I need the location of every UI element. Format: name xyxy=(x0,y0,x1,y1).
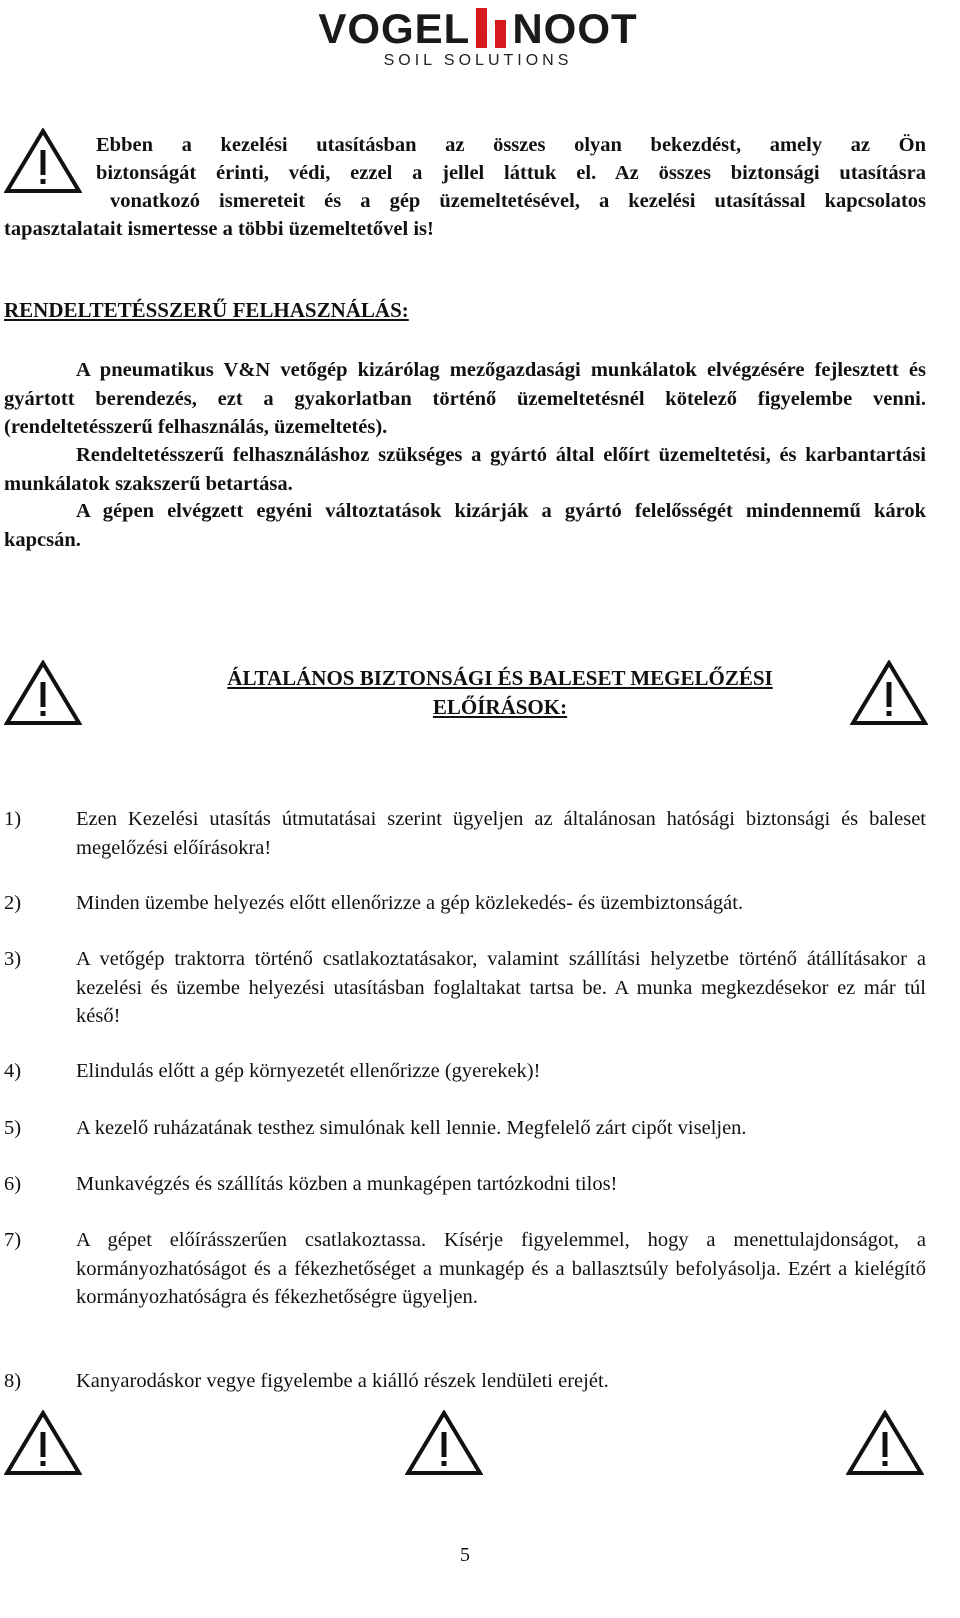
list-item-number: 2) xyxy=(4,892,22,914)
safety-heading-line-1: ÁLTALÁNOS BIZTONSÁGI ÉS BALESET MEGELŐZÉSI xyxy=(227,666,773,690)
intro-line-4: tapasztalatait ismertesse a többi üzemeltetővel is! xyxy=(4,218,434,240)
list-item xyxy=(4,1114,926,1143)
list-item-number: 4) xyxy=(4,1060,22,1082)
warning-triangle-icon xyxy=(846,1410,924,1476)
list-item-number: 8) xyxy=(4,1370,22,1392)
list-item-number: 7) xyxy=(4,1229,22,1251)
list-item-text: Ezen Kezelési utasítás útmutatásai szerint ügyeljen az általánosan hatósági biztonsági és baleset megelőzési előírásokra! xyxy=(76,808,926,859)
logo-tagline: SOIL SOLUTIONS xyxy=(383,52,573,69)
list-item-text: Munkavégzés és szállítás közben a munkagépen tartózkodni tilos! xyxy=(76,1173,618,1195)
safety-heading-line-2: ELŐÍRÁSOK: xyxy=(432,695,568,719)
list-item xyxy=(4,889,926,918)
logo-word-right: NOOT xyxy=(512,5,638,52)
intended-use-heading: RENDELTETÉSSZERŰ FELHASZNÁLÁS: xyxy=(4,298,409,322)
list-item-text: Minden üzembe helyezés előtt ellenőrizze a gép közlekedés- és üzembiztonságát. xyxy=(76,892,744,914)
brand-logo xyxy=(0,0,960,80)
list-item xyxy=(4,945,926,1031)
warning-triangle-icon xyxy=(4,1410,82,1476)
warning-triangle-icon xyxy=(850,660,928,726)
intended-use-paragraph-3: A gépen elvégzett egyéni változtatások kizárják a gyártó felelősségét mindennemű károk kapcsán. xyxy=(4,500,926,551)
list-item-number: 5) xyxy=(4,1117,22,1139)
warning-triangle-icon xyxy=(4,660,82,726)
intro-line-1: Ebben a kezelési utasításban az összes olyan bekezdést, amely az Ön xyxy=(96,134,926,156)
list-item-text: Kanyarodáskor vegye figyelembe a kiálló részek lendületi erejét. xyxy=(76,1370,609,1392)
list-item xyxy=(4,1057,926,1086)
list-item-text: A gépet előírásszerűen csatlakoztassa. Kísérje figyelemmel, hogy a menettulajdonságot, a kormányozhatóságot és a fékezhetőséget a munkagép és a ballasztsúly befolyásolja. Ezért a kielégítő kormányozhatóságra és fékezhetőségre ügyeljen. xyxy=(76,1229,926,1308)
list-item-text: A kezelő ruházatának testhez simulónak kell lennie. Megfelelő zárt cipőt viseljen. xyxy=(76,1117,747,1139)
list-item xyxy=(4,1367,926,1396)
logo-word-left: VOGEL xyxy=(318,5,471,52)
list-item xyxy=(4,1226,926,1312)
logo-mark-icon xyxy=(474,8,508,48)
intended-use-paragraph-1: A pneumatikus V&N vetőgép kizárólag mezőgazdasági munkálatok elvégzésére fejlesztett és gyártott berendezés, ezt a gyakorlatban történő üzemeltetésnél kötelező figyelembe venni. (rendeltetésszerű felhasználás, üzemeltetés). xyxy=(4,359,926,438)
list-item-text: Elindulás előtt a gép környezetét ellenőrizze (gyerekek)! xyxy=(76,1060,541,1082)
list-item-text: A vetőgép traktorra történő csatlakoztatásakor, valamint szállítási helyzetbe történő átállításakor a kezelési és üzembe helyezési utasításban foglaltakat tartsa be. A munka megkezdésekor ez már túl késő! xyxy=(76,948,926,1027)
logo-wordmark xyxy=(298,5,658,53)
intro-line-2: biztonságát érinti, védi, ezzel a jellel láttuk el. Az összes biztonsági utasításra xyxy=(96,162,926,184)
list-item xyxy=(4,1170,926,1199)
warning-triangle-icon xyxy=(4,128,82,194)
list-item xyxy=(4,805,926,862)
page-number: 5 xyxy=(460,1544,470,1566)
warning-triangle-icon xyxy=(405,1410,483,1476)
list-item-number: 3) xyxy=(4,948,22,970)
intro-line-3: vonatkozó ismereteit és a gép üzemeltetésével, a kezelési utasítással kapcsolatos xyxy=(110,190,926,212)
intended-use-paragraph-2: Rendeltetésszerű felhasználáshoz szükséges a gyártó által előírt üzemeltetési, és karbantartási munkálatok szakszerű betartása. xyxy=(4,444,926,495)
safety-heading xyxy=(160,664,840,722)
list-item-number: 6) xyxy=(4,1173,22,1195)
list-item-number: 1) xyxy=(4,808,22,830)
